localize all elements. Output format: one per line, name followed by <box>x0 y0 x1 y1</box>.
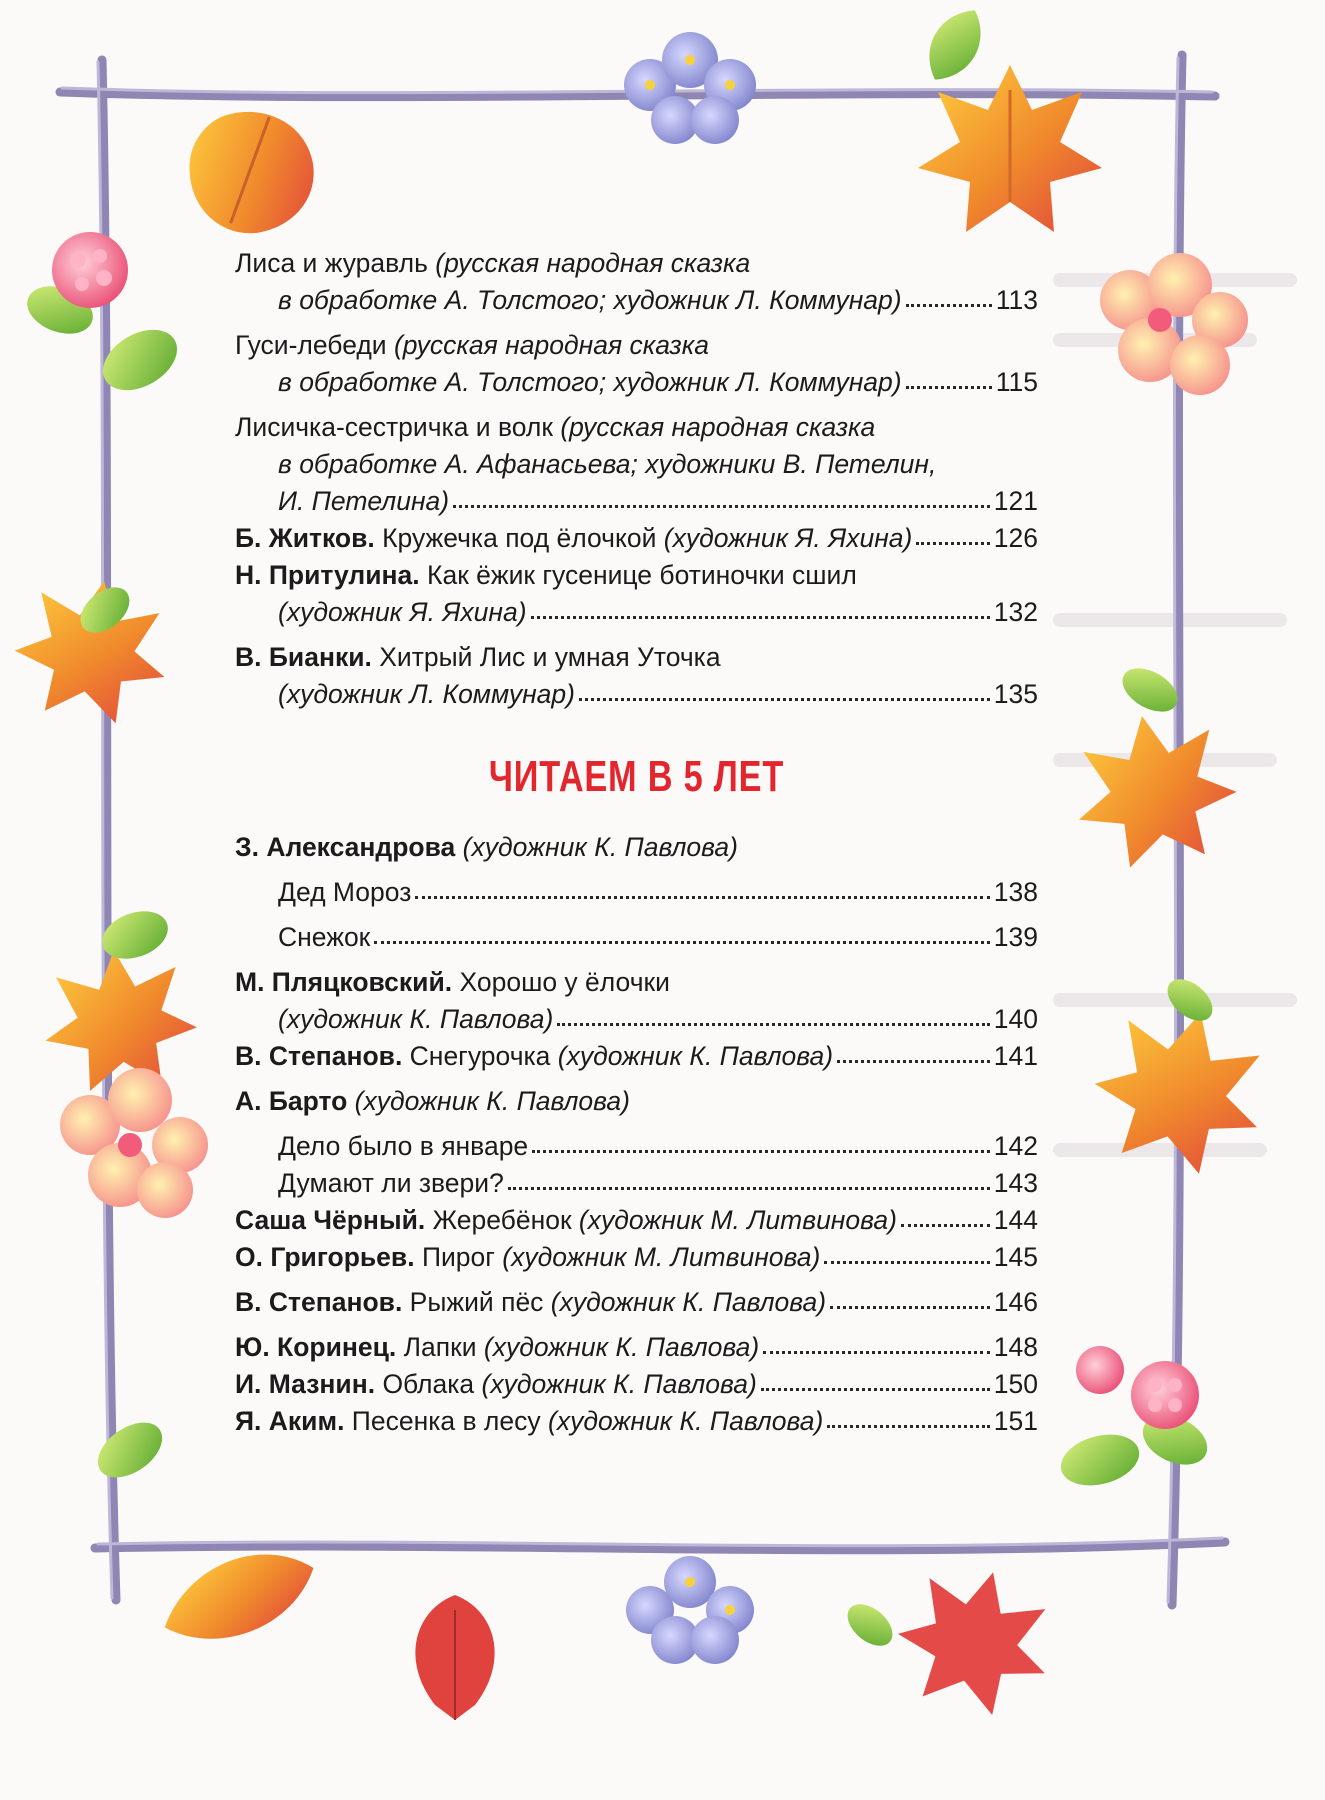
illustrator-note: (художник Я. Яхина) <box>663 523 913 553</box>
toc-entry <box>235 409 1038 520</box>
toc-line <box>235 1403 1038 1440</box>
toc-line <box>235 483 1038 520</box>
author-name: Ю. Коринец. <box>235 1332 404 1362</box>
toc-line <box>235 1128 1038 1165</box>
page-number: 115 <box>995 367 1038 397</box>
toc-entry <box>235 1128 1038 1165</box>
dot-leader <box>824 1261 989 1264</box>
toc-line <box>235 964 1038 1001</box>
dot-leader <box>901 1224 990 1227</box>
author-name: Н. Притулина. <box>235 560 428 590</box>
toc-line <box>235 829 1038 866</box>
illustrator-note: (художник К. Павлова) <box>278 1004 554 1034</box>
section-title: ЧИТАЕМ В 5 ЛЕТ <box>488 752 785 801</box>
author-name: В. Степанов. <box>235 1041 410 1071</box>
title-text: Лисичка-сестричка и волк <box>235 412 561 442</box>
page-number: 121 <box>993 486 1038 516</box>
author-name: И. Мазнин. <box>235 1369 383 1399</box>
title-text: Пирог <box>421 1242 503 1272</box>
maple-leaf-icon <box>169 89 332 253</box>
title-text: Хорошо у ёлочки <box>459 967 670 997</box>
toc-line <box>235 594 1038 631</box>
illustrator-note: (художник М. Литвинова) <box>578 1205 897 1235</box>
title-text: Кружечка под ёлочкой <box>382 523 664 553</box>
toc-entry <box>235 327 1038 401</box>
title-text: Облака <box>382 1369 482 1399</box>
raspberry-icon <box>1076 1346 1124 1394</box>
toc-line <box>235 409 1038 446</box>
illustrator-note: (русская народная сказка <box>435 248 751 278</box>
toc-line <box>235 557 1038 594</box>
dot-leader <box>761 1388 990 1391</box>
page-number: 142 <box>993 1131 1038 1161</box>
dot-leader <box>453 505 990 508</box>
page-number: 146 <box>993 1287 1038 1317</box>
toc-entry <box>235 1403 1038 1440</box>
toc-line <box>235 1239 1038 1276</box>
author-name: О. Григорьев. <box>235 1242 422 1272</box>
title-text: Думают ли звери? <box>278 1168 504 1198</box>
toc-entry <box>235 1038 1038 1075</box>
toc-entry <box>235 874 1038 911</box>
toc-line <box>235 1083 1038 1120</box>
toc-entry <box>235 639 1038 713</box>
maple-leaf-icon <box>1063 702 1246 875</box>
toc-line <box>235 676 1038 713</box>
illustrator-note: (художник К. Павлова) <box>481 1369 757 1399</box>
title-text: Хитрый Лис и умная Уточка <box>379 642 721 672</box>
toc-entry <box>235 919 1038 956</box>
dot-leader <box>532 1150 990 1153</box>
illustrator-note: И. Петелина) <box>278 486 450 516</box>
red-leaf-icon <box>884 1553 1067 1726</box>
forget-me-not-icon <box>624 32 756 144</box>
toc-entry <box>235 964 1038 1038</box>
toc-entry <box>235 557 1038 631</box>
toc-entry <box>235 245 1038 319</box>
illustrator-note: (русская народная сказка <box>393 330 709 360</box>
illustrator-note: (художник К. Павлова) <box>462 832 738 862</box>
page-number: 126 <box>993 523 1038 553</box>
illustrator-note: (художник К. Павлова) <box>550 1287 827 1317</box>
page-number: 141 <box>993 1041 1038 1071</box>
toc-line <box>235 1001 1038 1038</box>
title-text: Снегурочка <box>409 1041 558 1071</box>
toc-line <box>235 1202 1038 1239</box>
flower-bouquet-icon <box>60 1068 208 1218</box>
toc-line <box>235 1038 1038 1075</box>
dot-leader <box>827 1425 989 1428</box>
red-leaf-icon <box>415 1595 494 1720</box>
title-text: Дед Мороз <box>278 877 412 907</box>
page-number: 140 <box>993 1004 1038 1034</box>
dot-leader <box>579 698 990 701</box>
dot-leader <box>906 304 992 307</box>
raspberry-icon <box>52 232 128 308</box>
title-text: Рыжий пёс <box>409 1287 551 1317</box>
title-text: Как ёжик гусенице ботиночки сшил <box>427 560 857 590</box>
green-leaf-icon <box>1055 1426 1145 1493</box>
title-text: Песенка в лесу <box>351 1406 548 1436</box>
dot-leader <box>531 616 990 619</box>
page-number: 113 <box>995 285 1038 315</box>
toc-line <box>235 1366 1038 1403</box>
forget-me-not-icon <box>626 1556 754 1664</box>
page-number: 132 <box>993 597 1038 627</box>
dot-leader <box>906 386 992 389</box>
raspberry-icon <box>1131 1361 1199 1429</box>
page-number: 135 <box>993 679 1038 709</box>
page-number: 139 <box>993 922 1038 952</box>
dot-leader <box>763 1351 990 1354</box>
page-number: 143 <box>993 1168 1038 1198</box>
toc-line <box>235 639 1038 676</box>
toc-entry <box>235 1284 1038 1321</box>
author-name: Б. Житков. <box>235 523 383 553</box>
dot-leader <box>374 941 990 944</box>
toc-line <box>235 874 1038 911</box>
illustrator-note: (художник М. Литвинова) <box>502 1242 821 1272</box>
illustrator-note: в обработке А. Толстого; художник Л. Коммунар) <box>278 285 902 315</box>
toc-line <box>235 446 1038 483</box>
toc-entry <box>235 1329 1038 1366</box>
illustrator-note: (художник К. Павлова) <box>548 1406 824 1436</box>
maple-leaf-icon <box>5 568 179 730</box>
author-name: В. Бианки. <box>235 642 380 672</box>
page-number: 145 <box>993 1242 1038 1272</box>
toc-entry <box>235 1366 1038 1403</box>
author-name: А. Барто <box>235 1086 355 1116</box>
dot-leader <box>557 1023 989 1026</box>
dot-leader <box>916 542 989 545</box>
toc-line <box>235 1329 1038 1366</box>
dot-leader <box>837 1060 990 1063</box>
toc-line <box>235 919 1038 956</box>
author-name: Я. Аким. <box>235 1406 352 1436</box>
page-number: 151 <box>993 1406 1038 1436</box>
title-text: Снежок <box>278 922 371 952</box>
dot-leader <box>830 1306 990 1309</box>
leaf-icon <box>151 1535 326 1659</box>
green-leaf-icon <box>88 1411 172 1488</box>
page-number: 144 <box>993 1205 1038 1235</box>
illustrator-note: (художник Л. Коммунар) <box>278 679 575 709</box>
toc-entry <box>235 520 1038 557</box>
illustrator-note: в обработке А. Афанасьева; художники В. Петелин, <box>278 449 937 479</box>
author-name: М. Пляцковский. <box>235 967 460 997</box>
toc-line <box>235 327 1038 364</box>
title-text: Дело было в январе <box>278 1131 529 1161</box>
title-text: Гуси-лебеди <box>235 330 394 360</box>
maple-leaf-icon <box>38 944 201 1095</box>
toc-entry <box>235 1239 1038 1276</box>
table-of-contents <box>235 245 1038 1440</box>
illustrator-note: (художник К. Павлова) <box>483 1332 760 1362</box>
toc-line <box>235 364 1038 401</box>
page-number: 138 <box>993 877 1038 907</box>
toc-entry <box>235 1083 1038 1120</box>
illustrator-note: (художник Я. Яхина) <box>278 597 527 627</box>
green-leaf-icon <box>840 1596 900 1654</box>
illustrator-note: (художник К. Павлова) <box>354 1086 630 1116</box>
green-leaf-icon <box>916 0 995 91</box>
author-name: Саша Чёрный. <box>235 1205 433 1235</box>
page-number: 150 <box>993 1369 1038 1399</box>
toc-entry <box>235 829 1038 866</box>
toc-block-2 <box>235 829 1038 1440</box>
toc-entry <box>235 1165 1038 1202</box>
toc-line <box>235 1165 1038 1202</box>
title-text: Лиса и журавль <box>235 248 436 278</box>
title-text: Жеребёнок <box>432 1205 579 1235</box>
toc-entry <box>235 1202 1038 1239</box>
illustrator-note: (художник К. Павлова) <box>557 1041 834 1071</box>
author-name: З. Александрова <box>235 832 463 862</box>
toc-line <box>235 520 1038 557</box>
toc-line <box>235 245 1038 282</box>
dot-leader <box>415 896 989 899</box>
toc-line <box>235 1284 1038 1321</box>
illustrator-note: в обработке А. Толстого; художник Л. Коммунар) <box>278 367 902 397</box>
author-name: В. Степанов. <box>235 1287 410 1317</box>
dot-leader <box>508 1187 990 1190</box>
illustrator-note: (русская народная сказка <box>560 412 876 442</box>
toc-line <box>235 282 1038 319</box>
page-number: 148 <box>993 1332 1038 1362</box>
title-text: Лапки <box>403 1332 484 1362</box>
toc-block-1 <box>235 245 1038 713</box>
